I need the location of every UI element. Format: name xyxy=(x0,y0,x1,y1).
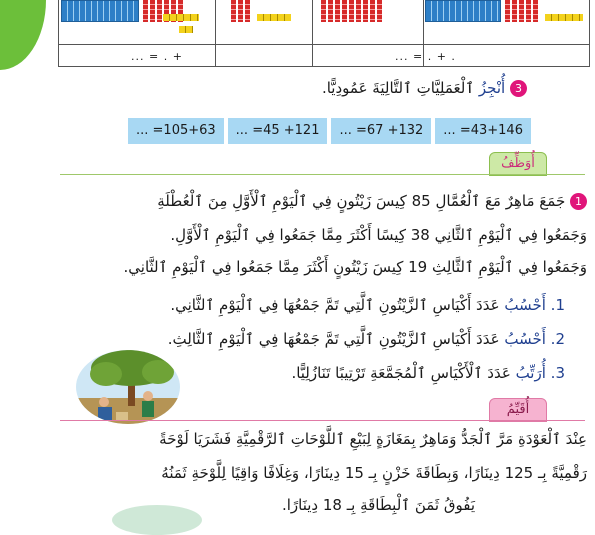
problem-line-1 xyxy=(157,192,587,210)
section-rule xyxy=(60,420,585,421)
question-verb: أَحْسُبُ xyxy=(504,296,546,314)
base-ten-blocks-right xyxy=(321,0,382,22)
tens-rods-icon xyxy=(321,0,382,22)
operation-box: ... =105+63 xyxy=(128,118,224,144)
question-number: 3. xyxy=(550,364,565,382)
decorative-shape xyxy=(112,505,202,535)
base-ten-blocks-far-right xyxy=(425,0,538,22)
question-number: 1. xyxy=(550,296,565,314)
problem-line-2: وَجَمَعُوا فِي ٱلْيَوْمِ ٱلثَّانِي 38 كِيسًا أَكْثَرَ مِمَّا جَمَعُوا فِي ٱلْيَوْمِ ٱلْأَوَّلِ. xyxy=(170,226,587,244)
right-result-blank: ... = . + . xyxy=(395,50,456,63)
tens-rods-icon xyxy=(505,0,538,22)
evaluate-line-1: عِنْدَ ٱلْعَوْدَةِ مَرَّ ٱلْجَدُّ وَمَاهِرٌ بِمَغَازَةٍ لِبَيْعِ ٱللَّوْحَاتِ ٱلرَّقْمِيَّةِ فَشَرَيَا لَوْحَةً xyxy=(159,430,587,448)
ones-cubes-icon xyxy=(179,26,193,33)
question-number: 2. xyxy=(550,330,565,348)
tab-evaluate: أُقَيِّمُ xyxy=(489,398,547,422)
exercise-verb: أُنْجِزُ xyxy=(478,79,506,97)
exercise-3-title xyxy=(322,79,527,97)
question-text: عَدَدَ أَكْيَاسِ ٱلزَّيْتُونِ ٱلَّتِي تَمَّ جَمْعُهَا فِي ٱلْيَوْمِ ٱلثَّالِثِ. xyxy=(167,330,500,348)
operation-box: ... =67 +132 xyxy=(331,118,431,144)
olive-harvest-illustration xyxy=(76,350,180,424)
blocks-table xyxy=(58,0,590,67)
question-2 xyxy=(168,330,565,348)
question-text: عَدَدَ ٱلْأَكْيَاسِ ٱلْمُجَمَّعَةِ تَرْتِيبًا تَنَازُلِيًّا. xyxy=(291,364,511,382)
operation-box: ... =45 +121 xyxy=(228,118,328,144)
problem-number-badge: 1 xyxy=(570,193,587,210)
exercise-number-badge: 3 xyxy=(510,80,527,97)
table-divider xyxy=(312,0,313,66)
evaluate-line-2: رَقْمِيَّةً بِـ 125 دِينَارًا، وَبِطَاقَةَ خَزْنٍ بِـ 15 دِينَارًا، وَغِلَافًا وَاقِيًا لِلَّوْحَةِ ثَمَنُهُ xyxy=(161,464,587,482)
hundreds-block-icon xyxy=(425,0,501,22)
question-verb: أُرَتِّبُ xyxy=(515,364,546,382)
hundreds-block-icon xyxy=(61,0,139,22)
problem-text: جَمَعَ مَاهِرٌ مَعَ ٱلْعُمَّالِ 85 كِيسَ زَيْتُونٍ فِي ٱلْيَوْمِ ٱلْأَوَّلِ مِنَ ٱلْعُطْلَةِ xyxy=(157,192,566,210)
question-verb: أَحْسُبُ xyxy=(504,330,546,348)
problem-line-3: وَجَمَعُوا فِي ٱلْيَوْمِ ٱلثَّالِثِ 19 كِيسَ زَيْتُونٍ أَكْثَرَ مِمَّا جَمَعُوا فِي ٱلْيَوْمِ ٱلثَّانِي. xyxy=(123,258,587,276)
left-result-blank: ... = . + xyxy=(131,50,183,63)
tens-rods-icon xyxy=(231,0,250,22)
table-divider xyxy=(215,0,216,66)
ones-cubes-icon xyxy=(257,14,291,21)
table-row-divider xyxy=(59,44,589,45)
question-1 xyxy=(170,296,565,314)
ones-cubes-icon xyxy=(545,14,583,21)
corner-decoration xyxy=(0,0,46,70)
ones-cubes-icon xyxy=(163,14,199,21)
section-rule xyxy=(60,174,585,175)
question-text: عَدَدَ أَكْيَاسِ ٱلزَّيْتُونِ ٱلَّتِي تَمَّ جَمْعُهَا فِي ٱلْيَوْمِ ٱلثَّانِي. xyxy=(170,296,500,314)
operation-box: ... =43+146 xyxy=(435,118,531,144)
tab-employ: أُوَظِّفُ xyxy=(489,152,547,176)
exercise-instruction: ٱلْعَمَلِيَّاتِ ٱلتَّالِيَةَ عَمُودِيًّا. xyxy=(321,79,475,97)
question-3 xyxy=(291,364,565,382)
operations-row xyxy=(128,118,531,144)
evaluate-line-3: يَفُوقُ ثَمَنَ ٱلْبِطَاقَةِ بِـ 18 دِينَارًا. xyxy=(281,496,475,514)
base-ten-blocks-middle xyxy=(231,0,250,22)
